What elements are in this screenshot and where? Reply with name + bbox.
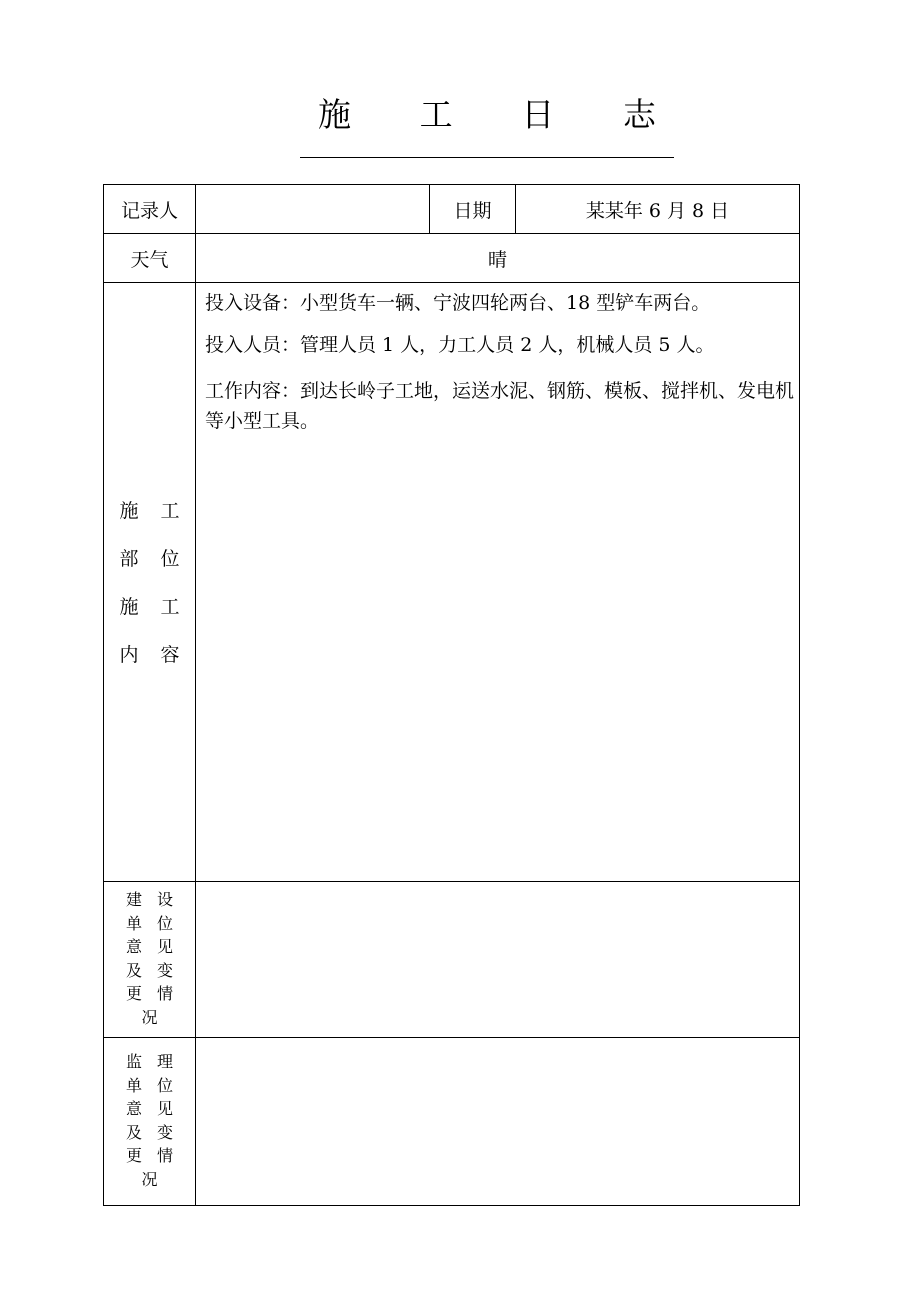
label-row: 及 变 xyxy=(125,960,179,980)
row-divider xyxy=(103,282,800,283)
label-row: 更 情 xyxy=(125,1146,179,1165)
label-row: 单 位 xyxy=(125,1075,179,1095)
label-row: 更 情 xyxy=(125,984,179,1003)
label-row: 意 见 xyxy=(125,1099,179,1118)
label-row: 施 工 xyxy=(119,500,188,522)
label-row: 建 设 xyxy=(125,890,179,909)
label-row: 况 xyxy=(141,1007,163,1027)
recorder-label: 记录人 xyxy=(120,199,178,222)
title-char: 志 xyxy=(622,94,656,134)
supervisor-opinion-label xyxy=(104,1050,195,1191)
construction-content-label xyxy=(104,487,195,679)
weather-value[interactable]: 晴 xyxy=(487,248,507,271)
recorder-value[interactable] xyxy=(196,185,429,233)
weather-label: 天气 xyxy=(130,248,169,271)
page-title xyxy=(300,88,674,136)
label-row: 施 工 xyxy=(119,596,188,618)
construction-content[interactable] xyxy=(205,288,799,436)
owner-opinion-label xyxy=(104,888,195,1029)
label-row: 单 位 xyxy=(125,913,179,933)
content-line: 工作内容：到达长岭子工地，运送水泥、钢筋、模板、搅拌机、发电机等小型工具。 xyxy=(205,380,795,432)
supervisor-opinion-value[interactable] xyxy=(196,1038,799,1205)
label-row: 监 理 xyxy=(125,1052,179,1071)
label-row: 及 变 xyxy=(125,1122,179,1142)
label-row: 内 容 xyxy=(119,644,188,666)
title-char: 工 xyxy=(419,94,453,134)
content-line: 投入人员：管理人员 1 人，力工人员 2 人，机械人员 5 人。 xyxy=(205,334,715,356)
title-char: 日 xyxy=(521,94,555,134)
date-label: 日期 xyxy=(453,199,492,222)
owner-opinion-value[interactable] xyxy=(196,882,799,1037)
label-row: 意 见 xyxy=(125,937,179,956)
label-row: 况 xyxy=(141,1169,163,1189)
title-char: 施 xyxy=(318,94,351,134)
date-value[interactable]: 某某年 6 月 8 日 xyxy=(585,199,730,222)
label-row: 部 位 xyxy=(119,548,188,570)
content-line: 投入设备：小型货车一辆、宁波四轮两台、18 型铲车两台。 xyxy=(205,292,711,314)
title-underline xyxy=(300,157,674,158)
